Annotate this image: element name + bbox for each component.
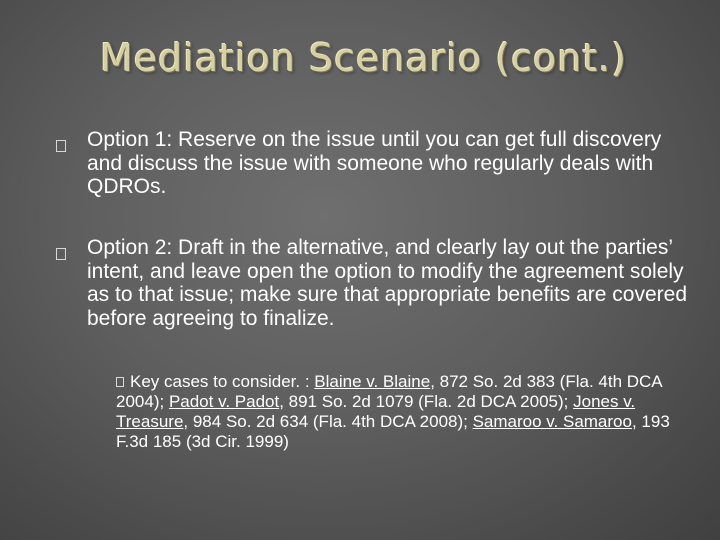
- bullet-box-icon: [56, 248, 66, 260]
- case-citation: , 891 So. 2d 1079 (Fla. 2d DCA 2005);: [279, 392, 574, 411]
- key-cases-lead: Key cases to consider. :: [130, 372, 315, 391]
- bullet-option-1: Option 1: Reserve on the issue until you can get full discovery and discuss the issue with someone who regularly deals with QDROs.: [87, 128, 662, 198]
- case-name: Jones v. Treasure: [116, 392, 636, 431]
- slide-title: Mediation Scenario (cont.): [100, 36, 628, 80]
- case-citation: , 193 F.3d 185 (3d Cir. 1999): [116, 412, 670, 451]
- case-name: Padot v. Padot: [168, 392, 280, 411]
- case-citation: , 872 So. 2d 383 (Fla. 4th DCA 2004);: [116, 372, 662, 411]
- bullet-option-2: Option 2: Draft in the alternative, and clearly lay out the parties’ intent, and leave open the option to modify the agreement solely as to that issue; make sure that appropriate benefits are covered before agreeing to finalize.: [87, 236, 688, 330]
- case-name: Samaroo v. Samaroo: [472, 412, 632, 431]
- sub-bullet-key-cases: [116, 372, 686, 452]
- case-name: Blaine v. Blaine: [314, 372, 431, 391]
- case-citation: , 984 So. 2d 634 (Fla. 4th DCA 2008);: [183, 412, 473, 431]
- sub-bullet-box-icon: [116, 377, 124, 387]
- bullet-box-icon: [56, 140, 66, 152]
